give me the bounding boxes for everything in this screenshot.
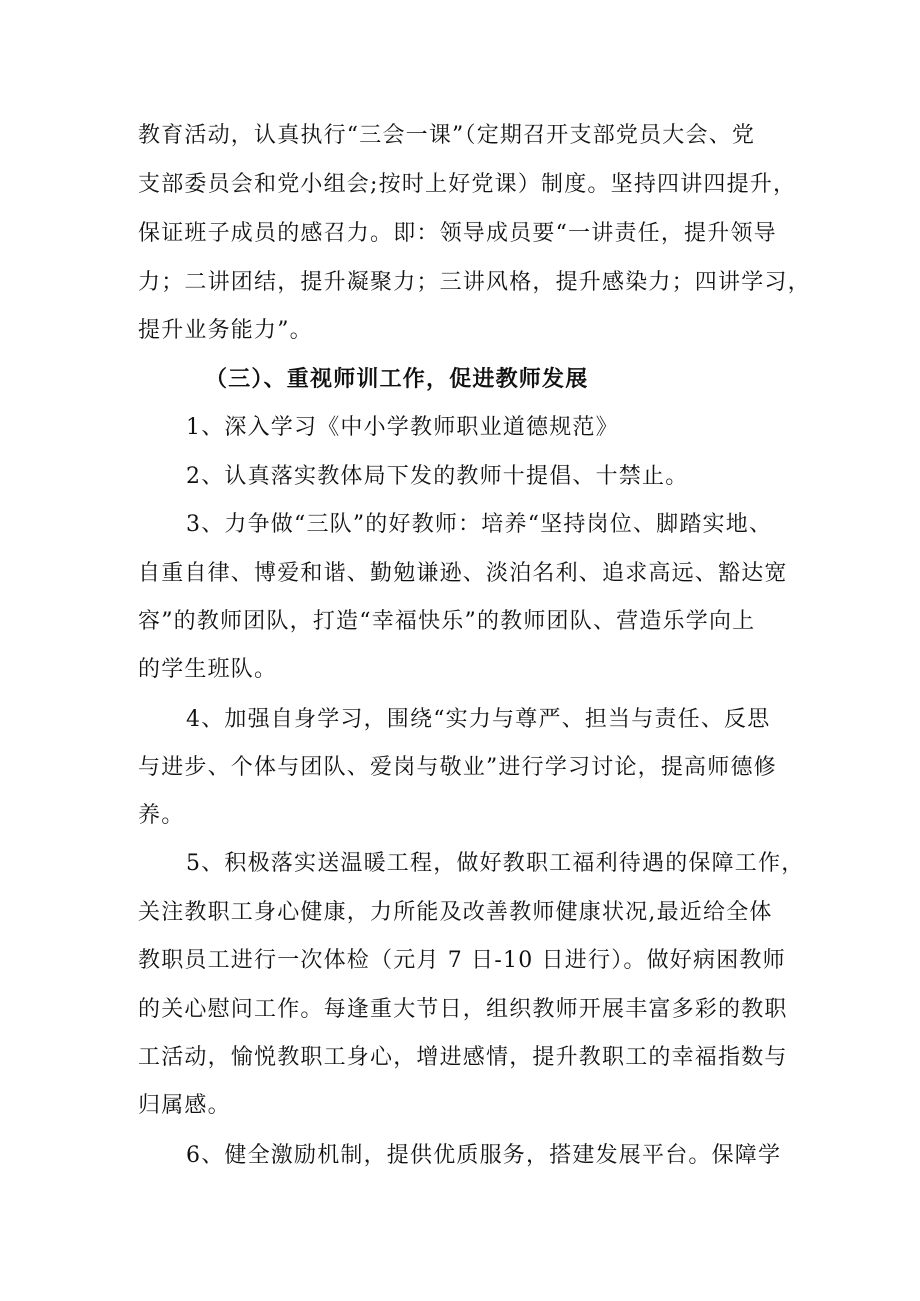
paragraph-line: 与进步、个体与团队、爱岗与敬业”进行学习讨论，提高师德修 [138,755,777,780]
paragraph-line: 的关心慰问工作。每逢重大节日，组织教师开展丰富多彩的教职 [138,997,788,1022]
paragraph-line: 关注教职工身心健康，力所能及改善教师健康状况,最近给全体 [138,900,773,925]
list-item: 2、认真落实教体局下发的教师十提倡、十禁止。 [186,464,689,489]
list-item: 5、积极落实送温暖工程，做好教职工福利待遇的保障工作， [186,851,805,876]
paragraph-line: 容”的教师团队，打造“幸福快乐”的教师团队、营造乐学向上 [138,609,756,634]
list-item: 6、健全激励机制，提供优质服务，搭建发展平台。保障学 [186,1143,782,1168]
list-item: 4、加强自身学习，围绕“实力与尊严、担当与责任、反思 [186,707,771,732]
paragraph-line: 教育活动，认真执行“三会一课”（定期召开支部党员大会、党 [138,123,756,148]
paragraph-line: 养。 [138,803,185,828]
paragraph-line: 工活动，愉悦教职工身心，增进感情，提升教职工的幸福指数与 [138,1045,788,1070]
paragraph-line: 提升业务能力”。 [138,318,313,343]
paragraph-line: 的学生班队。 [138,657,278,682]
list-item: 3、力争做“三队”的好教师：培养“坚持岗位、脚踏实地、 [186,512,773,537]
paragraph-line: 保证班子成员的感召力。即：领导成员要“一讲责任，提升领导 [138,221,777,246]
list-item: 1、深入学习《中小学教师职业道德规范》 [186,415,619,440]
paragraph-line: 归属感。 [138,1093,231,1118]
paragraph-line: 教职员工进行一次体检（元月 7 日-10 日进行）。做好病困教师 [138,948,786,973]
paragraph-line: 自重自律、博爱和谐、勤勉谦逊、淡泊名利、追求高远、豁达宽 [138,561,788,586]
paragraph-line: 力；二讲团结，提升凝聚力；三讲风格，提升感染力；四讲学习， [138,270,811,295]
paragraph-line: 支部委员会和党小组会;按时上好党课）制度。坚持四讲四提升， [138,172,797,197]
section-heading: （三）、重视师训工作，促进教师发展 [205,367,589,392]
